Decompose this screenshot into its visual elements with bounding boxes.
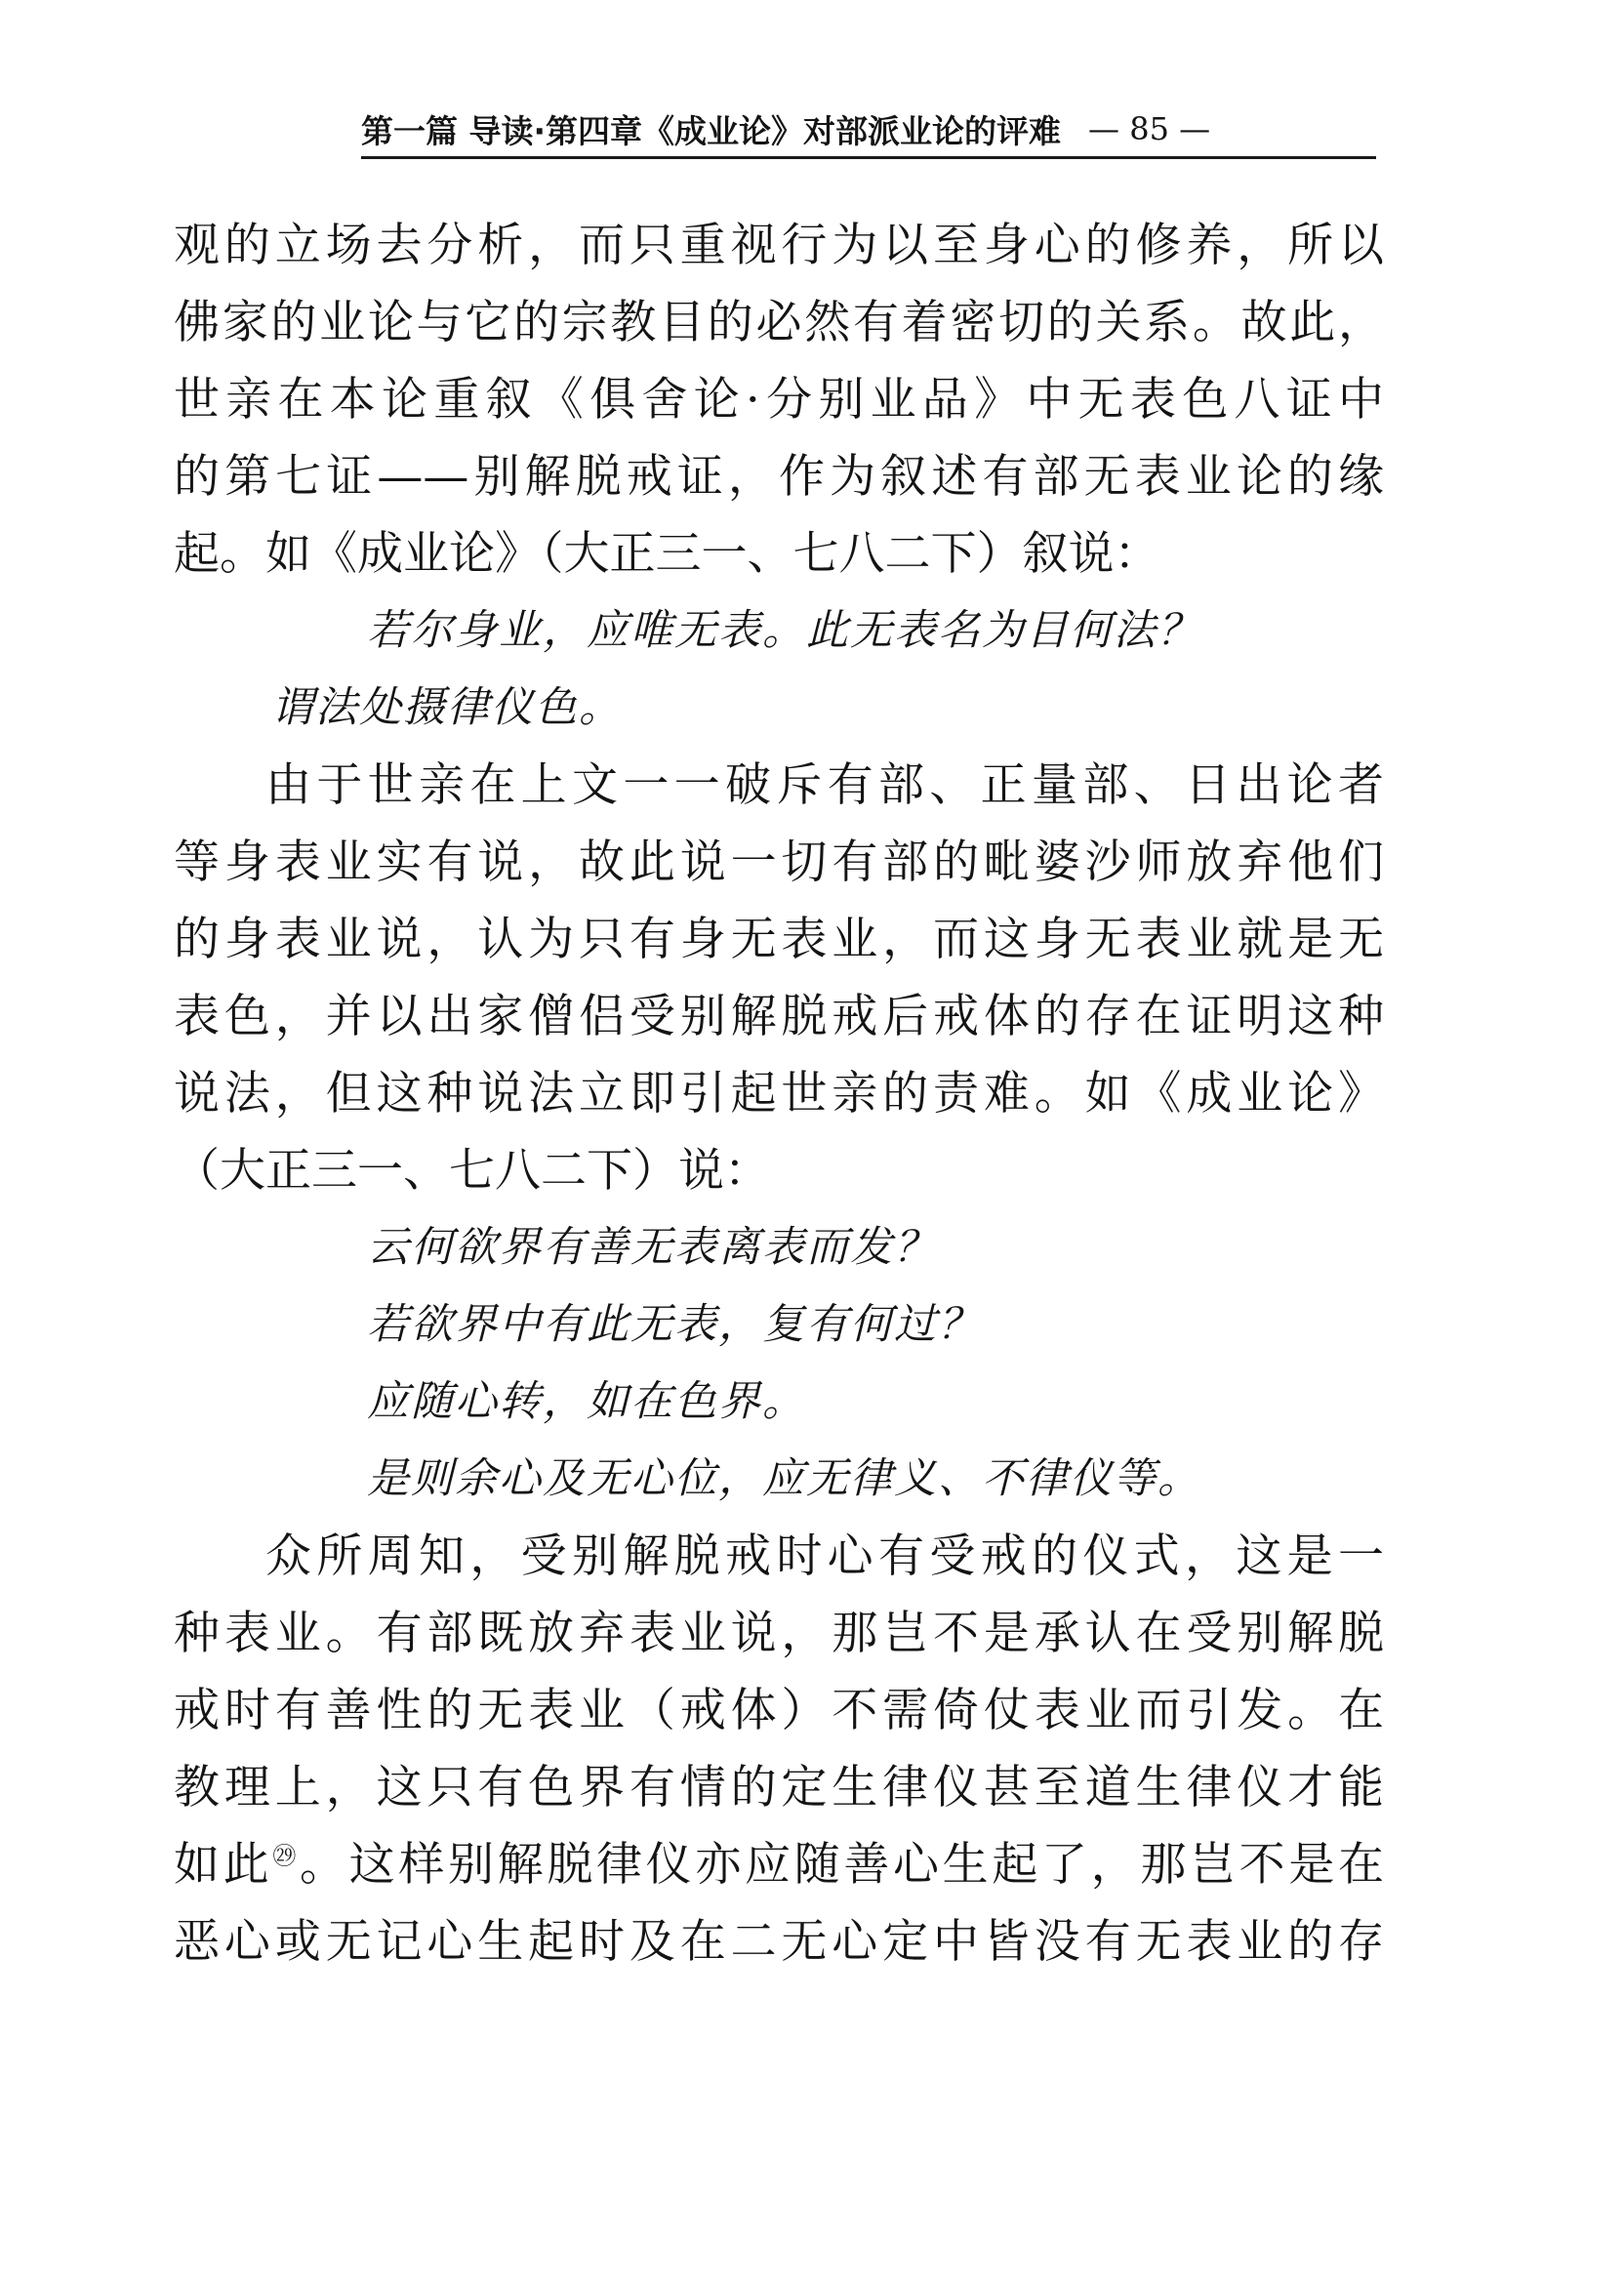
quote-line: 若尔身业，应唯无表。此无表名为目何法？ [367,606,1201,655]
text-line: 恶心或无记心生起时及在二无心定中皆没有无表业的存 [174,1915,1384,1969]
text-line: 戒时有善性的无表业（戒体）不需倚仗表业而引发。在 [174,1684,1384,1737]
text-line: 种表业。有部既放弃表业说，那岂不是承认在受别解脱 [174,1607,1384,1660]
running-header [361,105,1376,152]
quote-line: 应随心转，如在色界。 [367,1377,806,1426]
footnote-marker[interactable]: ㉙ [272,1842,301,1870]
text-line: 观的立场去分析，而只重视行为以至身心的修养，所以 [174,219,1384,272]
quote-line: 若欲界中有此无表，复有何过？ [367,1300,982,1349]
text-line: 教理上，这只有色界有情的定生律仪甚至道生律仪才能 [174,1761,1384,1815]
text-line-with-footnote [174,1826,1384,1903]
text-line: 等身表业实有说，故此说一切有部的毗婆沙师放弃他们 [174,836,1384,889]
text-fragment: 。这样别解脱律仪亦应随善心生起了，那岂不是在 [300,1838,1384,1892]
text-line: 表色，并以出家僧侣受别解脱戒后戒体的存在证明这种 [174,990,1384,1043]
body-text [174,207,1384,1980]
text-line: 的第七证——别解脱戒证，作为叙述有部无表业论的缘 [174,450,1384,504]
quote-line: 云何欲界有善无表离表而发？ [367,1223,938,1272]
text-fragment: 如此 [174,1838,273,1892]
quote-line: 谓法处摄律仪色。 [271,683,623,732]
paragraph-first-line: 众所周知，受别解脱戒时心有受戒的仪式，这是一 [265,1529,1384,1583]
text-line: （大正三一、七八二下）说： [174,1144,770,1198]
paragraph-first-line: 由于世亲在上文一一破斥有部、正量部、日出论者 [265,758,1384,812]
text-line: 佛家的业论与它的宗教目的必然有着密切的关系。故此， [174,296,1384,349]
text-line: 起。如《成业论》（大正三一、七八二下）叙说： [174,527,1160,581]
text-line: 的身表业说，认为只有身无表业，而这身无表业就是无 [174,913,1384,966]
running-header-title: 第一篇 导读·第四章《成业论》对部派业论的评难 [361,111,1062,150]
page-number: — 85 — [1088,110,1211,147]
quote-line: 是则余心及无心位，应无律义、不律仪等。 [367,1454,1201,1503]
text-line: 世亲在本论重叙《俱舍论·分别业品》中无表色八证中 [174,373,1384,427]
header-divider [361,156,1376,159]
text-line: 说法，但这种说法立即引起世亲的责难。如《成业论》 [174,1067,1384,1121]
